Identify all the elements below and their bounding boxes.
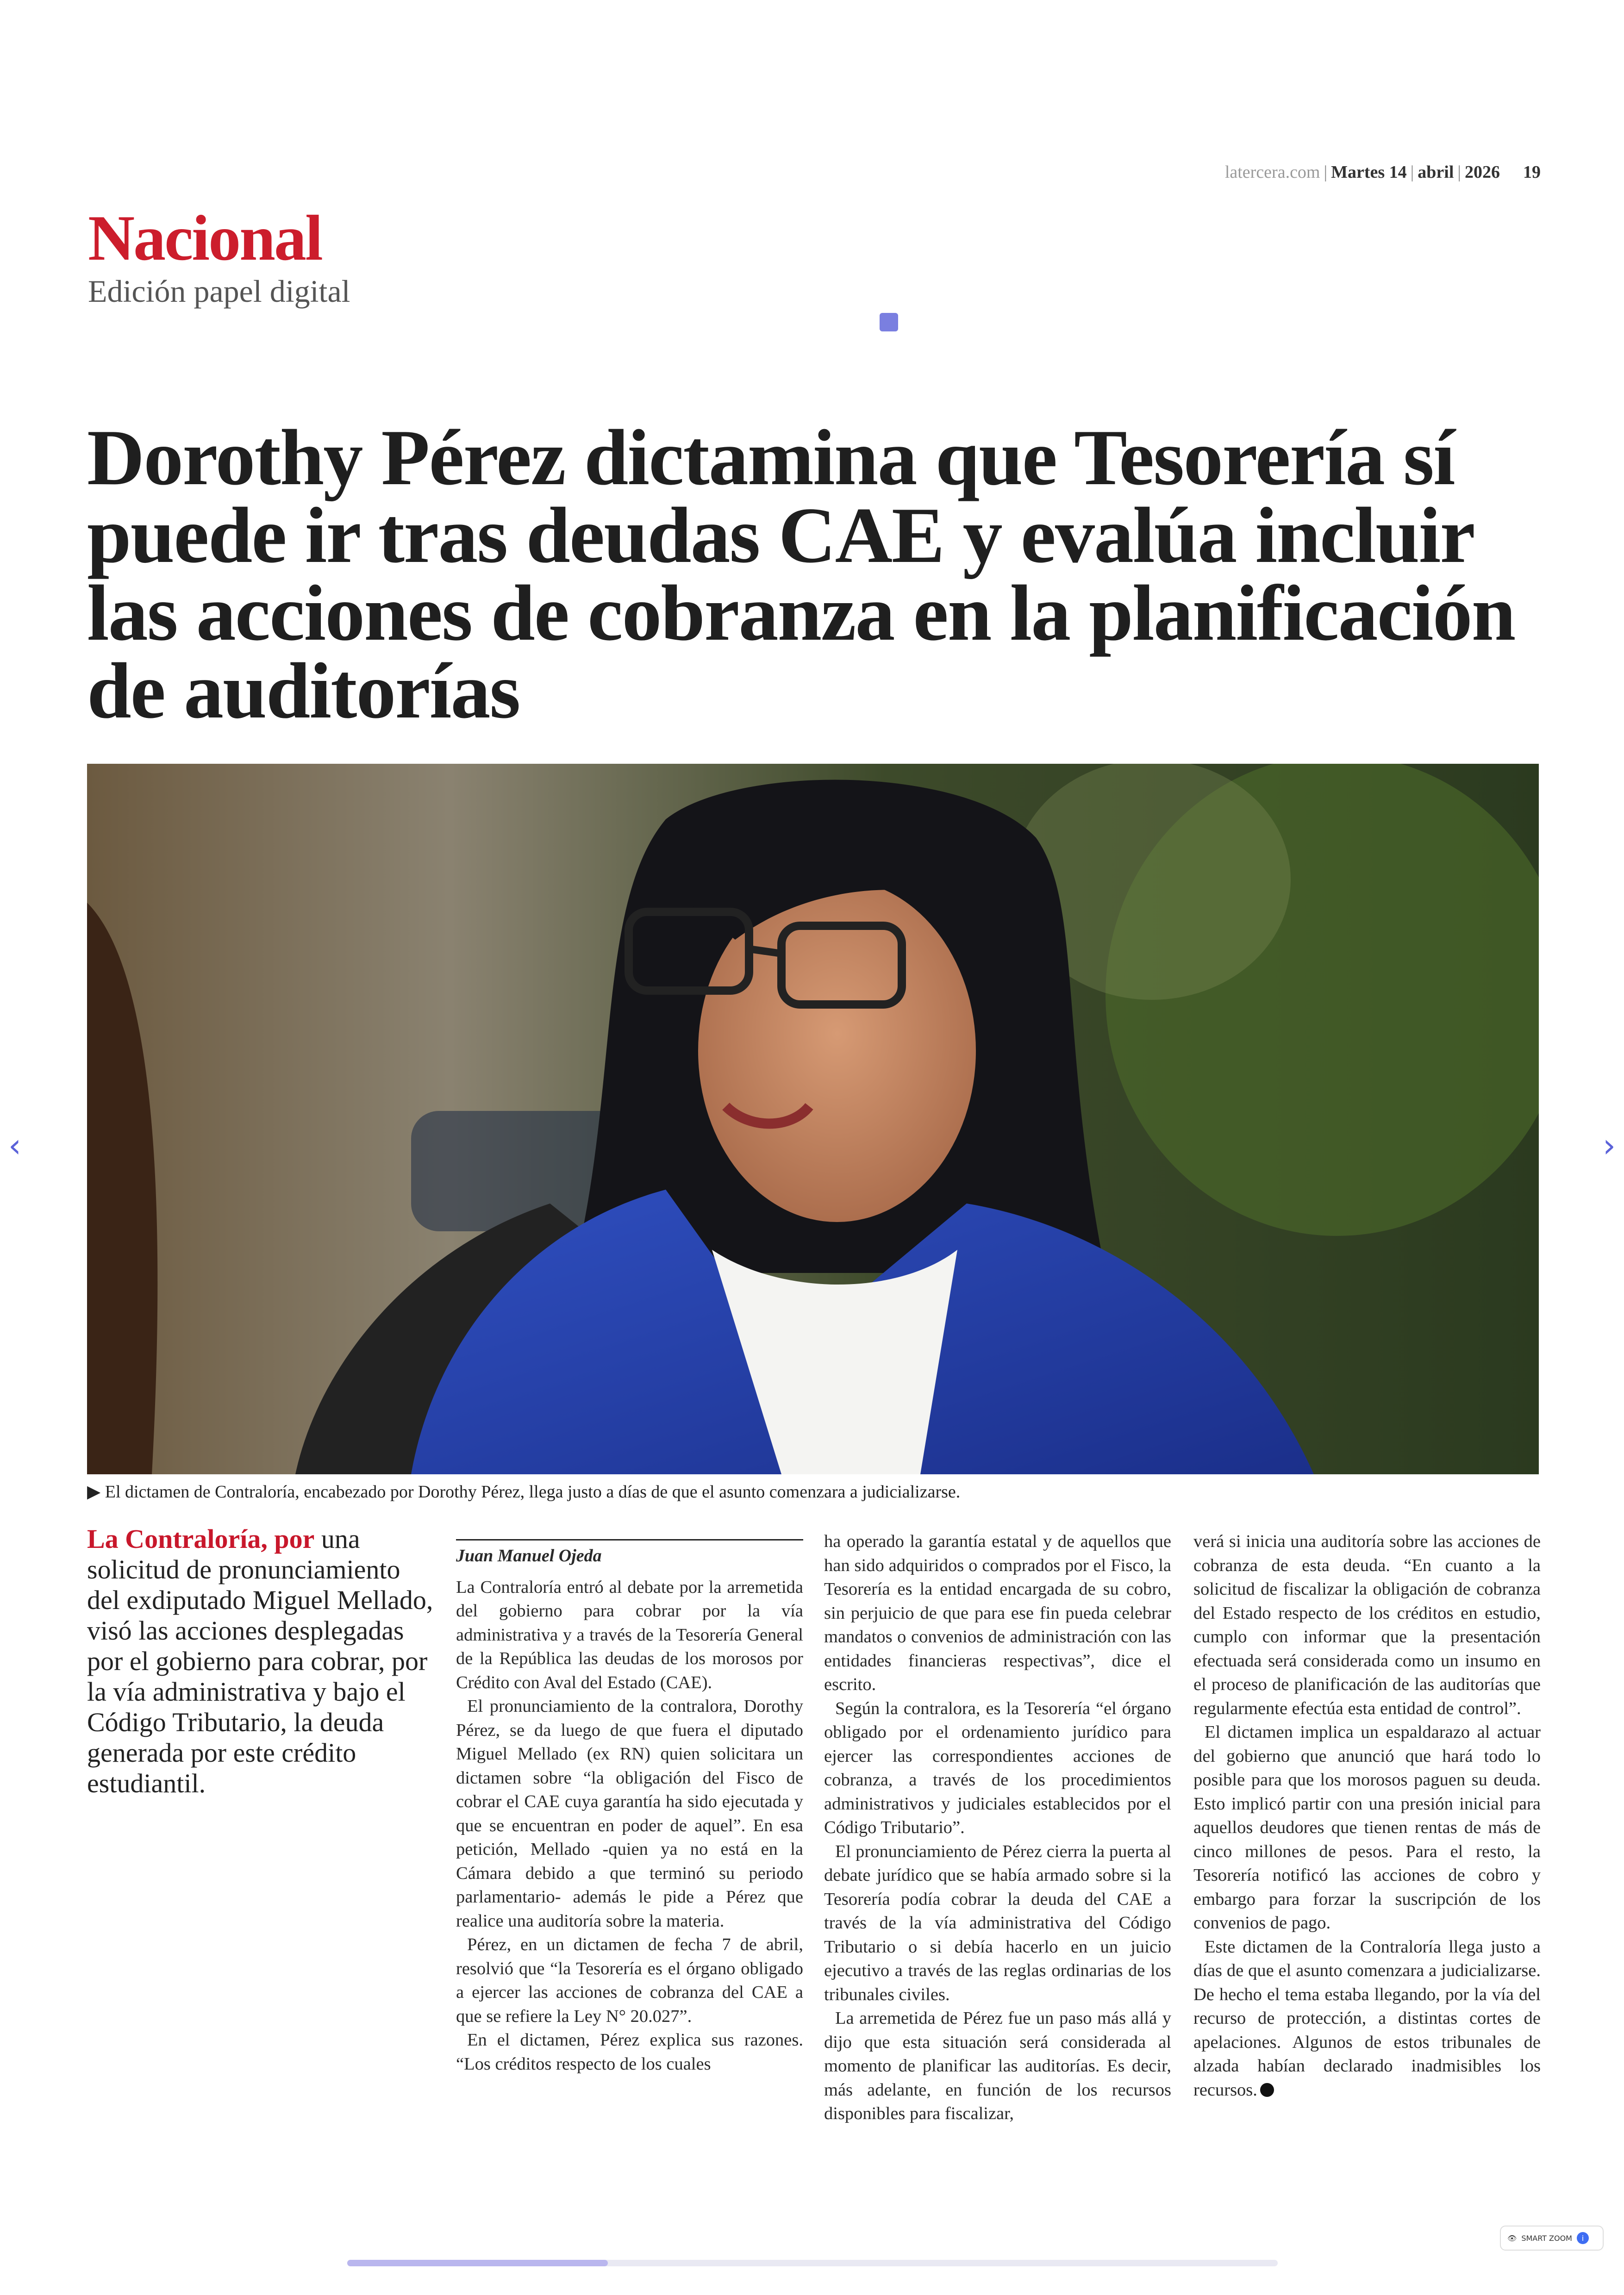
paragraph: ha operado la garantía estatal y de aquellos que han sido adquiridos o comprados por el Fisco, la Tesorería es la entidad encargada de su cobro, sin perjuicio de que para ese fin pueda celebrar mandatos o convenios de administración con las entidades financieras respectivas”, dice el escrito. bbox=[824, 1532, 1171, 1694]
end-mark-icon bbox=[1260, 2083, 1274, 2097]
eye-icon: 👁 bbox=[1507, 2233, 1517, 2243]
paragraph: Pérez, en un dictamen de fecha 7 de abril, resolvió que “la Tesorería es el órgano obligado a ejercer las acciones de cobranza del CAE a que se refiere la Ley N° 20.027”. bbox=[456, 1935, 803, 2026]
next-page-button[interactable] bbox=[1603, 1127, 1616, 1165]
section-title: Nacional bbox=[88, 202, 322, 274]
paragraph: El pronunciamiento de Pérez cierra la puerta al debate jurídico que se había armado sobre si la Tesorería podía cobrar la deuda del CAE a través de la vía administrativa del Código Tributario o si debía hacerlo en un juicio ejecutivo a través de las reglas ordinarias de los tribunales civiles. bbox=[824, 1841, 1171, 2004]
smart-zoom-label: SMART ZOOM bbox=[1521, 2233, 1572, 2243]
page-folio: latercera.com | Martes 14 | abril | 2026 19 bbox=[1224, 162, 1541, 182]
photo-caption bbox=[87, 1481, 1539, 1502]
paragraph-text: Este dictamen de la Contraloría llega justo a días de que el asunto comenzara a judicializarse. De hecho el tema estaba llegando, por la vía del recurso de protección, a distintas cortes de apelaciones. Algunos de estos tribunales de alzada habían declarado inadmisibles los recursos. bbox=[1193, 1937, 1541, 2100]
article-column-3 bbox=[1193, 1530, 1541, 2102]
article-headline: Dorothy Pérez dictamina que Tesorería sí puede ir tras deudas CAE y evalúa incluir las acciones de cobranza en la planificación de auditorías bbox=[87, 414, 1515, 735]
lead-text: una solicitud de pronunciamiento del exdiputado Miguel Mellado, visó las acciones desplegadas por el gobierno para cobrar, por la vía administrativa y bajo el Código Tributario, la deuda generada por este crédito estudiantil. bbox=[87, 1524, 433, 1798]
paragraph: El pronunciamiento de la contralora, Dorothy Pérez, se da luego de que fuera el diputado Miguel Mellado (ex RN) quien solicitara un dictamen sobre “la obligación del Fisco de cobrar el CAE cuya garantía ha sido ejecutada y que se encuentran en poder de aquel”. En esa petición, Mellado -quien ya no está en la Cámara debido a que terminó su periodo parlamentario- además le pide a Pérez que realice una auditoría sobre la materia. bbox=[456, 1696, 803, 1931]
folio-day: Martes 14 bbox=[1331, 162, 1407, 182]
article-photo bbox=[87, 764, 1539, 1474]
chevron-left-icon: ‹ bbox=[8, 1127, 21, 1165]
lead-highlight: La Contraloría, por bbox=[87, 1524, 315, 1554]
article-column-2 bbox=[824, 1530, 1171, 2126]
paragraph: Según la contralora, es la Tesorería “el órgano obligado por el ordenamiento jurídico para ejercer las correspondientes acciones de cobranza, a través de los procedimientos administrativos y judiciales establecidos por el Código Tributario”. bbox=[824, 1698, 1171, 1837]
article-lead bbox=[87, 1524, 439, 1799]
site-name: latercera.com bbox=[1224, 162, 1320, 182]
caption-text: El dictamen de Contraloría, encabezado por Dorothy Pérez, llega justo a días de que el asunto comenzara a judicializarse. bbox=[105, 1482, 961, 1502]
photo-illustration bbox=[87, 764, 1539, 1474]
page-number: 19 bbox=[1523, 162, 1541, 182]
prev-page-button[interactable] bbox=[8, 1127, 21, 1165]
paragraph: El dictamen implica un espaldarazo al actuar del gobierno que anunció que hará todo lo posible para que los morosos paguen su deuda. Esto implicó partir con una presión inicial para aquellos deudores que tienen rentas de más de cinco millones de pesos. Para el resto, la Tesorería notificó las acciones de cobro y embargo para forzar la suscripción de los convenios de pago. bbox=[1193, 1722, 1541, 1933]
chevron-right-icon: › bbox=[1603, 1127, 1616, 1165]
paragraph: La Contraloría entró al debate por la arremetida del gobierno para cobrar por la vía administrativa y a través de la Tesorería General de la República las deudas de los morosos por Crédito con Aval del Estado (CAE). bbox=[456, 1577, 803, 1692]
article-column-1 bbox=[456, 1539, 803, 2076]
caption-triangle-icon: ▶ bbox=[87, 1482, 101, 1502]
paragraph: La arremetida de Pérez fue un paso más allá y dijo que esta situación será considerada al momento de planificar las auditorías. Es decir, más adelante, en función de los recursos disponibles para fiscalizar, bbox=[824, 2008, 1171, 2123]
bookmark-marker-icon[interactable] bbox=[880, 313, 898, 331]
author-byline: Juan Manuel Ojeda bbox=[456, 1546, 602, 1565]
paragraph: verá si inicia una auditoría sobre las acciones de cobranza de esta deuda. “En cuanto a la solicitud de fiscalizar la obligación de cobranza del Estado respecto de los créditos en estudio, cumplo con informar que la presentación efectuada será considerada como un insumo en el proceso de planificación de las auditorías que regularmente efectúa esta entidad de control”. bbox=[1193, 1532, 1541, 1718]
paragraph-final bbox=[1193, 1935, 1541, 2102]
paragraph: En el dictamen, Pérez explica sus razones. “Los créditos respecto de los cuales bbox=[456, 2030, 803, 2074]
info-icon: i bbox=[1577, 2232, 1589, 2244]
smart-zoom-button[interactable] bbox=[1500, 2226, 1604, 2251]
folio-year: 2026 bbox=[1465, 162, 1500, 182]
edition-subtitle: Edición papel digital bbox=[88, 274, 350, 309]
folio-month: abril bbox=[1418, 162, 1454, 182]
page-scrollbar-thumb[interactable] bbox=[347, 2260, 608, 2266]
